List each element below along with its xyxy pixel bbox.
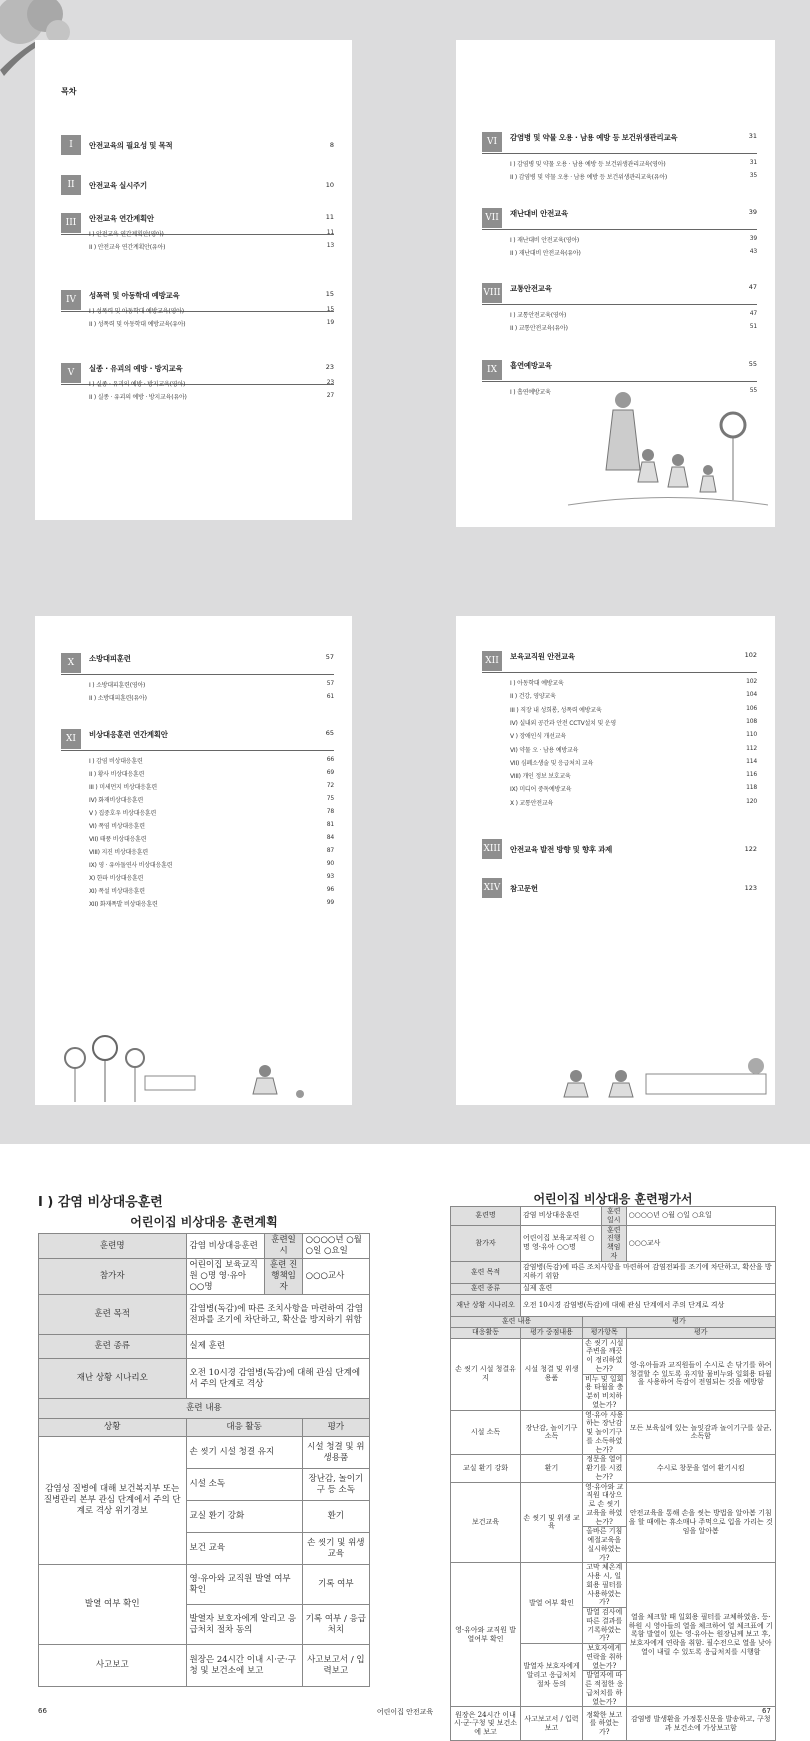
name-label: 훈련명 (451, 1207, 521, 1226)
toc-section[interactable] (482, 283, 757, 305)
toc-subsection[interactable] (89, 795, 334, 804)
action-cell: 시설 소독 (186, 1469, 302, 1501)
item-cell: 손 씻기 시설 주변을 깨끗이 정리하였는가? (583, 1338, 627, 1374)
subsection-title: VIII) 개인 정보 보호교육 (510, 773, 571, 781)
col-activity: 대응활동 (451, 1327, 521, 1338)
section-number: III (61, 213, 81, 233)
subsection-title: I ) 소방대피훈련(영아) (89, 682, 146, 689)
section-number: X (61, 653, 81, 673)
type-value: 실제 훈련 (521, 1283, 776, 1294)
section-page: 10 (325, 181, 334, 189)
subsection-title: XI) 폭설 비상대응훈련 (89, 888, 145, 895)
section-page: 65 (325, 729, 334, 737)
section-page: 8 (329, 141, 334, 149)
toc-subsection[interactable] (89, 756, 334, 765)
scenario-label: 재난 상황 시나리오 (39, 1359, 187, 1399)
section-title: 안전교육 실시주기 (89, 180, 147, 190)
activity-cell: 원장은 24시간 이내 시·군·구청 및 보건소에 보고 (451, 1707, 521, 1741)
subsection-title: V ) 장애인식 개선교육 (510, 733, 566, 741)
section-number: I (61, 135, 81, 155)
section-page: 57 (325, 653, 334, 661)
situation-cell: 사고보고 (39, 1645, 187, 1687)
subsection-page: 35 (749, 172, 757, 179)
subsection-title: II ) 성폭력 및 아동학대 예방교육(유아) (89, 321, 186, 328)
evaluation-cell: 기록 여부 / 응급 처치 (302, 1605, 369, 1645)
subsection-page: 61 (326, 693, 334, 700)
subsection-title: V ) 집중호우 비상대응훈련 (89, 810, 157, 817)
date-value: ○○○○년 ○월 ○일 ○요일 (302, 1234, 369, 1259)
subsection-page: 108 (746, 717, 757, 725)
leader-value: ○○○교사 (626, 1225, 775, 1261)
subsection-title: IX) 미디어 중독예방교육 (510, 786, 572, 794)
section-page: 102 (744, 651, 757, 659)
name-value: 감염 비상대응훈련 (186, 1234, 265, 1259)
evaluation-title: 어린이집 비상대응 훈련평가서 (533, 1192, 693, 1206)
date-value: ○○○○년 ○월 ○일 ○요일 (626, 1207, 775, 1226)
toc-subsection[interactable] (510, 310, 757, 319)
subsection-title: II ) 황사 비상대응훈련 (89, 771, 145, 778)
subsection-page: 110 (746, 731, 757, 739)
toc-subsection[interactable] (89, 834, 334, 843)
subsection-page: 43 (749, 248, 757, 255)
training-evaluation-table (450, 1206, 776, 1741)
toc-section[interactable] (61, 175, 334, 195)
right-page-number: 67 (762, 1707, 771, 1715)
subsection-page: 118 (746, 784, 757, 792)
plan-title: 어린이집 비상대응 훈련계획 (130, 1215, 278, 1229)
item-cell: 비누 및 일회용 타월을 충분히 비치하였는가? (583, 1374, 627, 1410)
evaluation-cell: 기록 여부 (302, 1565, 369, 1605)
section-page: 31 (748, 132, 757, 140)
flowers-illustration (35, 1036, 352, 1105)
goal-label: 훈련 목적 (39, 1295, 187, 1335)
section-number: V (61, 363, 81, 383)
toc-subsection[interactable] (510, 718, 757, 727)
toc-subsection[interactable] (510, 172, 757, 181)
toc-section[interactable] (482, 651, 757, 673)
col-evaluation: 평가 (626, 1327, 775, 1338)
col-evaluation: 평가 (302, 1419, 369, 1437)
subsection-title: XII) 화재폭발 비상대응훈련 (89, 901, 158, 908)
toc-subsection[interactable] (89, 693, 334, 702)
situation-cell: 감염성 질병에 대해 보건복지부 또는 질병관리 본부 관심 단계에서 주의 단계로 격상 위기경보 (39, 1437, 187, 1565)
evaluation-cell: 열을 체크할 때 일회용 필터를 교체하였음. 등·하원 시 영아들의 열을 체크하여 열 체크표에 기록함 발열이 있는 영·유아는 원장님께 보고 후, 보호자에게 연락을 취함. 필수전으로 열을 낮아 열이 내릴 수 있도록 응급처치를 시행함 (626, 1563, 775, 1707)
goal-value: 감염병(독감)에 따른 조치사항을 마련하여 감염전파를 조기에 차단하고, 확산을 방지하기 위함 (186, 1295, 370, 1335)
subsection-page: 99 (326, 899, 334, 906)
subsection-page: 57 (326, 680, 334, 687)
item-cell: 발열자에 따른 적절한 응급처치를 하였는가? (583, 1671, 627, 1707)
focus-cell: 손 씻기 및 위생 교육 (521, 1482, 583, 1563)
participants-label: 참가자 (451, 1225, 521, 1261)
subsection-page: 27 (326, 392, 334, 399)
section-title: 실종 · 유괴의 예방 · 방지교육 (89, 364, 183, 373)
subsection-title: I ) 성폭력 및 아동학대 예방교육(영아) (89, 308, 184, 315)
evaluation-cell: 환기 (302, 1501, 369, 1533)
section-heading: I ) 감염 비상대응훈련 (38, 1195, 163, 1210)
toc-subsection[interactable] (510, 705, 757, 714)
participants-label: 참가자 (39, 1259, 187, 1295)
col-focus: 평가 중점내용 (521, 1327, 583, 1338)
section-page: 122 (744, 845, 757, 853)
toc-page-1 (35, 40, 352, 520)
toc-subsection[interactable] (89, 899, 334, 908)
subsection-title: VIII) 지진 비상대응훈련 (89, 849, 148, 856)
section-page: 123 (744, 884, 757, 892)
subsection-title: VII) 태풍 비상대응훈련 (89, 836, 147, 843)
subsection-page: 81 (326, 821, 334, 828)
focus-cell: 장난감, 놀이기구 소독 (521, 1410, 583, 1455)
section-page: 39 (748, 208, 757, 216)
training-plan-table (38, 1233, 370, 1687)
type-value: 실제 훈련 (186, 1335, 370, 1359)
col-situation: 상황 (39, 1419, 187, 1437)
item-cell: 발열 검사에 따른 결과를 기록하였는가? (583, 1608, 627, 1644)
subsection-page: 66 (326, 756, 334, 763)
section-title: 보육교직원 안전교육 (510, 652, 575, 661)
subsection-title: IV) 실내외 공간과 안전 CCTV설치 및 운영 (510, 719, 616, 727)
children-illustration (568, 380, 768, 520)
subsection-title: III ) 미세먼지 비상대응훈련 (89, 784, 157, 791)
toc-section[interactable] (61, 135, 334, 155)
item-cell: 영·유아 사용하는 장난감 및 놀이기구를 소독하였는가? (583, 1410, 627, 1455)
subsection-page: 102 (746, 678, 757, 685)
subsection-title: II ) 안전교육 연간계획안(유아) (89, 244, 166, 251)
toc-subsection[interactable] (510, 235, 757, 244)
toc-subsection[interactable] (89, 821, 334, 830)
section-title: 안전교육 발전 방향 및 향후 과제 (510, 844, 613, 854)
subsection-title: IX) 영 · 유아돌연사 비상대응훈련 (89, 862, 173, 869)
toc-subsection[interactable] (89, 873, 334, 882)
evaluation-cell: 감염병 발생환을 가정통신문을 발송하고, 구청과 보건소에 가상보고함 (626, 1707, 775, 1741)
subsection-page: 13 (326, 242, 334, 249)
subsection-page: 90 (326, 860, 334, 867)
subsection-page: 11 (326, 229, 334, 236)
subsection-page: 104 (746, 691, 757, 699)
goal-label: 훈련 목적 (451, 1261, 521, 1283)
goal-value: 감염병(독감)에 따른 조치사항을 마련하여 감염전파를 조기에 차단하고, 확산을 방지하기 위함 (521, 1261, 776, 1283)
subsection-title: II ) 재난대비 안전교육(유아) (510, 250, 581, 257)
focus-cell: 발열 여부 확인 (521, 1563, 583, 1644)
subsection-title: II ) 감염병 및 약물 오용 · 남용 예방 등 보건위생관리교육(유아) (510, 174, 668, 181)
subsection-page: 114 (746, 757, 757, 765)
evaluation-cell: 사고보고서 / 입력보고 (302, 1645, 369, 1687)
evaluation-cell: 수시로 창문을 열어 환기시킴 (626, 1455, 775, 1482)
activity-cell: 교실 환기 강화 (451, 1455, 521, 1482)
type-label: 훈련 종류 (39, 1335, 187, 1359)
toc-subsection[interactable] (510, 798, 757, 807)
toc-section[interactable] (482, 878, 757, 898)
focus-cell: 발열자 보호자에게 알리고 응급처치 절차 동의 (521, 1644, 583, 1707)
section-title: 성폭력 및 아동학대 예방교육 (89, 291, 180, 300)
section-title: 흡연예방교육 (510, 361, 552, 370)
toc-subsection[interactable] (510, 323, 757, 332)
toc-subsection[interactable] (89, 886, 334, 895)
toc-page-3 (35, 616, 352, 1105)
garden-illustration (556, 1036, 775, 1105)
focus-cell: 사고보고서 / 입력보고 (521, 1707, 583, 1741)
section-title: 재난대비 안전교육 (510, 209, 568, 218)
situation-cell: 발열 여부 확인 (39, 1565, 187, 1645)
toc-subsection[interactable] (89, 680, 334, 689)
content-header: 훈련 내용 (451, 1316, 583, 1327)
section-title: 감염병 및 약물 오용 · 남용 예방 등 보건위생관리교육 (510, 133, 678, 142)
evaluation-cell: 영·유아들과 교직원들이 수시로 손 닦기를 하여 청결할 수 있도록 유지할 물비누와 일회용 타월을 사용하여 독감이 전염되는 것을 예방함 (626, 1338, 775, 1410)
subsection-page: 84 (326, 834, 334, 841)
section-number: II (61, 175, 81, 195)
toc-subsection[interactable] (89, 319, 334, 328)
subsection-title: X) 한파 비상대응훈련 (89, 875, 144, 882)
scenario-value: 오전 10시경 감염병(독감)에 대해 관심 단계에서 주의 단계로 격상 (521, 1294, 776, 1316)
subsection-title: VII) 심폐소생술 및 응급처치 교육 (510, 759, 594, 767)
toc-subsection[interactable] (510, 745, 757, 754)
type-label: 훈련 종류 (451, 1283, 521, 1294)
subsection-page: 39 (749, 235, 757, 242)
subsection-title: VI) 폭염 비상대응훈련 (89, 823, 145, 830)
section-number: VIII (482, 283, 502, 303)
subsection-title: I ) 실종 · 유괴의 예방 · 방지교육(영아) (89, 381, 186, 388)
date-label: 훈련일시 (265, 1234, 302, 1259)
section-title: 안전교육의 필요성 및 목적 (89, 140, 173, 150)
subsection-title: I ) 감염병 및 약물 오용 · 남용 예방 등 보건위생관리교육(영아) (510, 161, 666, 168)
participants-value: 어린이집 보육교직원 ○명 영·유아 ○○명 (186, 1259, 265, 1295)
subsection-title: III ) 직장 내 성희롱, 성폭력 예방교육 (510, 706, 602, 714)
toc-subsection[interactable] (510, 159, 757, 168)
toc-subsection[interactable] (510, 691, 757, 700)
subsection-title: I ) 재난대비 안전교육(영아) (510, 237, 580, 244)
subsection-page: 106 (746, 704, 757, 712)
subsection-page: 31 (749, 159, 757, 166)
toc-subsection[interactable] (89, 392, 334, 401)
action-cell: 발열자 보호자에게 알리고 응급처치 절차 동의 (186, 1605, 302, 1645)
subsection-title: II ) 소방대피훈련(유아) (89, 695, 147, 702)
toc-subsection[interactable] (89, 808, 334, 817)
toc-section[interactable] (482, 132, 757, 154)
subsection-title: VI) 약물 오 · 남용 예방교육 (510, 746, 579, 754)
subsection-title: II ) 실종 · 유괴의 예방 · 방지교육(유아) (89, 394, 187, 401)
item-cell: 보호자에게 연락을 취하였는가? (583, 1644, 627, 1671)
section-number: XI (61, 729, 81, 749)
toc-subsection[interactable] (89, 769, 334, 778)
toc-subsection[interactable] (510, 784, 757, 793)
activity-cell: 손 씻기 시설 청결유지 (451, 1338, 521, 1410)
toc-subsection[interactable] (89, 860, 334, 869)
toc-subsection[interactable] (89, 306, 334, 315)
date-label: 훈련일시 (601, 1207, 626, 1226)
evaluation-cell: 모든 보육실에 있는 놀잇감과 놀이기구를 살균, 소독함 (626, 1410, 775, 1455)
col-item: 평가항목 (583, 1327, 627, 1338)
subsection-title: I ) 아동학대 예방교육 (510, 680, 564, 687)
toc-section[interactable] (482, 208, 757, 230)
toc-subsection[interactable] (89, 229, 334, 238)
subsection-page: 78 (326, 808, 334, 815)
section-number: IX (482, 360, 502, 380)
toc-subsection[interactable] (89, 242, 334, 251)
item-cell: 정문을 열어 환기를 시켰는가? (583, 1455, 627, 1482)
subsection-page: 87 (326, 847, 334, 854)
participants-value: 어린이집 보육교직원 ○명 영·유아 ○○명 (521, 1225, 602, 1261)
leader-label: 훈련 진행책임자 (265, 1259, 302, 1295)
subsection-page: 69 (326, 769, 334, 776)
subsection-title: IV) 화재비상대응훈련 (89, 797, 144, 804)
subsection-page: 51 (749, 323, 757, 330)
subsection-page: 120 (746, 797, 757, 805)
scenario-value: 오전 10시경 감염병(독감)에 대해 관심 단계에서 주의 단계로 격상 (186, 1359, 370, 1399)
item-cell: 올바른 기침 예절교육을 실시하였는가? (583, 1527, 627, 1563)
subsection-title: I ) 교통안전교육(영아) (510, 312, 567, 319)
subsection-page: 116 (746, 771, 757, 779)
subsection-page: 96 (326, 886, 334, 893)
subsection-title: I ) 안전교육 연간계획안(영아) (89, 231, 164, 238)
toc-subsection[interactable] (510, 771, 757, 780)
toc-subsection[interactable] (89, 847, 334, 856)
action-cell: 교실 환기 강화 (186, 1501, 302, 1533)
name-label: 훈련명 (39, 1234, 187, 1259)
left-page-number: 66 (38, 1707, 47, 1715)
section-page: 55 (748, 360, 757, 368)
action-cell: 보건 교육 (186, 1533, 302, 1565)
name-value: 감염 비상대응훈련 (521, 1207, 602, 1226)
toc-subsection[interactable] (510, 248, 757, 257)
subsection-title: II ) 교통안전교육(유아) (510, 325, 568, 332)
action-cell: 원장은 24시간 이내 시·군·구청 및 보건소에 보고 (186, 1645, 302, 1687)
section-title: 소방대피훈련 (89, 654, 131, 663)
scenario-label: 재난 상황 시나리오 (451, 1294, 521, 1316)
evaluation-cell: 장난감, 놀이기구 등 소독 (302, 1469, 369, 1501)
leader-label: 훈련 진행책임자 (601, 1225, 626, 1261)
subsection-page: 47 (749, 310, 757, 317)
focus-cell: 시설 청결 및 위생용품 (521, 1338, 583, 1410)
toc-page-2 (456, 40, 775, 527)
toc-subsection[interactable] (510, 678, 757, 687)
toc-subsection[interactable] (89, 782, 334, 791)
subsection-title: II ) 건강, 영양교육 (510, 693, 556, 701)
section-page: 11 (325, 213, 334, 221)
action-cell: 손 씻기 시설 청결 유지 (186, 1437, 302, 1469)
evaluation-header: 평가 (583, 1316, 776, 1327)
toc-subsection[interactable] (510, 758, 757, 767)
evaluation-cell: 손 씻기 및 위생 교육 (302, 1533, 369, 1565)
footer-title: 어린이집 안전교육 (376, 1708, 434, 1716)
section-title: 비상대응훈련 연간계획안 (89, 730, 168, 739)
section-number: XII (482, 651, 502, 671)
section-page: 47 (748, 283, 757, 291)
toc-section[interactable] (482, 839, 757, 859)
subsection-page: 112 (746, 744, 757, 752)
evaluation-cell: 시설 청결 및 위생용품 (302, 1437, 369, 1469)
activity-cell: 시설 소독 (451, 1410, 521, 1455)
subsection-page: 72 (326, 782, 334, 789)
subsection-page: 19 (326, 319, 334, 326)
leader-value: ○○○교사 (302, 1259, 369, 1295)
focus-cell: 환기 (521, 1455, 583, 1482)
item-cell: 영·유아와 교직원 대상으로 손 씻기 교육을 하였는가? (583, 1482, 627, 1527)
col-action: 대응 활동 (186, 1419, 302, 1437)
toc-subsection[interactable] (89, 379, 334, 388)
toc-page-4 (456, 616, 775, 1105)
section-title: 참고문헌 (510, 883, 538, 893)
content-header: 훈련 내용 (39, 1399, 370, 1419)
section-number: VII (482, 208, 502, 228)
item-cell: 정확한 보고를 하였는가? (583, 1707, 627, 1741)
evaluation-cell: 안전교육을 통해 손을 씻는 방법을 알아봄 기침을 할 때에는 휴소매나 주먹으로 입을 가리는 것임을 알아봄 (626, 1482, 775, 1563)
section-title: 교통안전교육 (510, 284, 552, 293)
toc-heading: 목차 (61, 87, 77, 96)
subsection-title: I ) 감염 비상대응훈련 (89, 758, 143, 765)
subsection-page: 75 (326, 795, 334, 802)
section-page: 15 (325, 290, 334, 298)
section-title: 안전교육 연간계획안 (89, 214, 154, 223)
toc-section[interactable] (61, 729, 334, 751)
toc-section[interactable] (61, 653, 334, 675)
subsection-page: 55 (749, 387, 757, 394)
subsection-title: X ) 교통안전교육 (510, 799, 554, 807)
section-number: VI (482, 132, 502, 152)
activity-cell: 영·유아와 교직원 발열여부 확인 (451, 1563, 521, 1707)
subsection-page: 93 (326, 873, 334, 880)
subsection-title: I ) 흡연예방교육 (510, 389, 551, 396)
section-number: IV (61, 290, 81, 310)
toc-section[interactable] (482, 360, 757, 382)
toc-subsection[interactable] (510, 731, 757, 740)
subsection-page: 15 (326, 306, 334, 313)
item-cell: 고막 체온계 사용 시, 일회용 필터를 사용하였는가? (583, 1563, 627, 1608)
section-page: 23 (325, 363, 334, 371)
action-cell: 영·유아와 교직원 발열 여부 확인 (186, 1565, 302, 1605)
subsection-page: 23 (326, 379, 334, 386)
activity-cell: 보건교육 (451, 1482, 521, 1563)
section-number: XIV (482, 878, 502, 898)
section-number: XIII (482, 839, 502, 859)
